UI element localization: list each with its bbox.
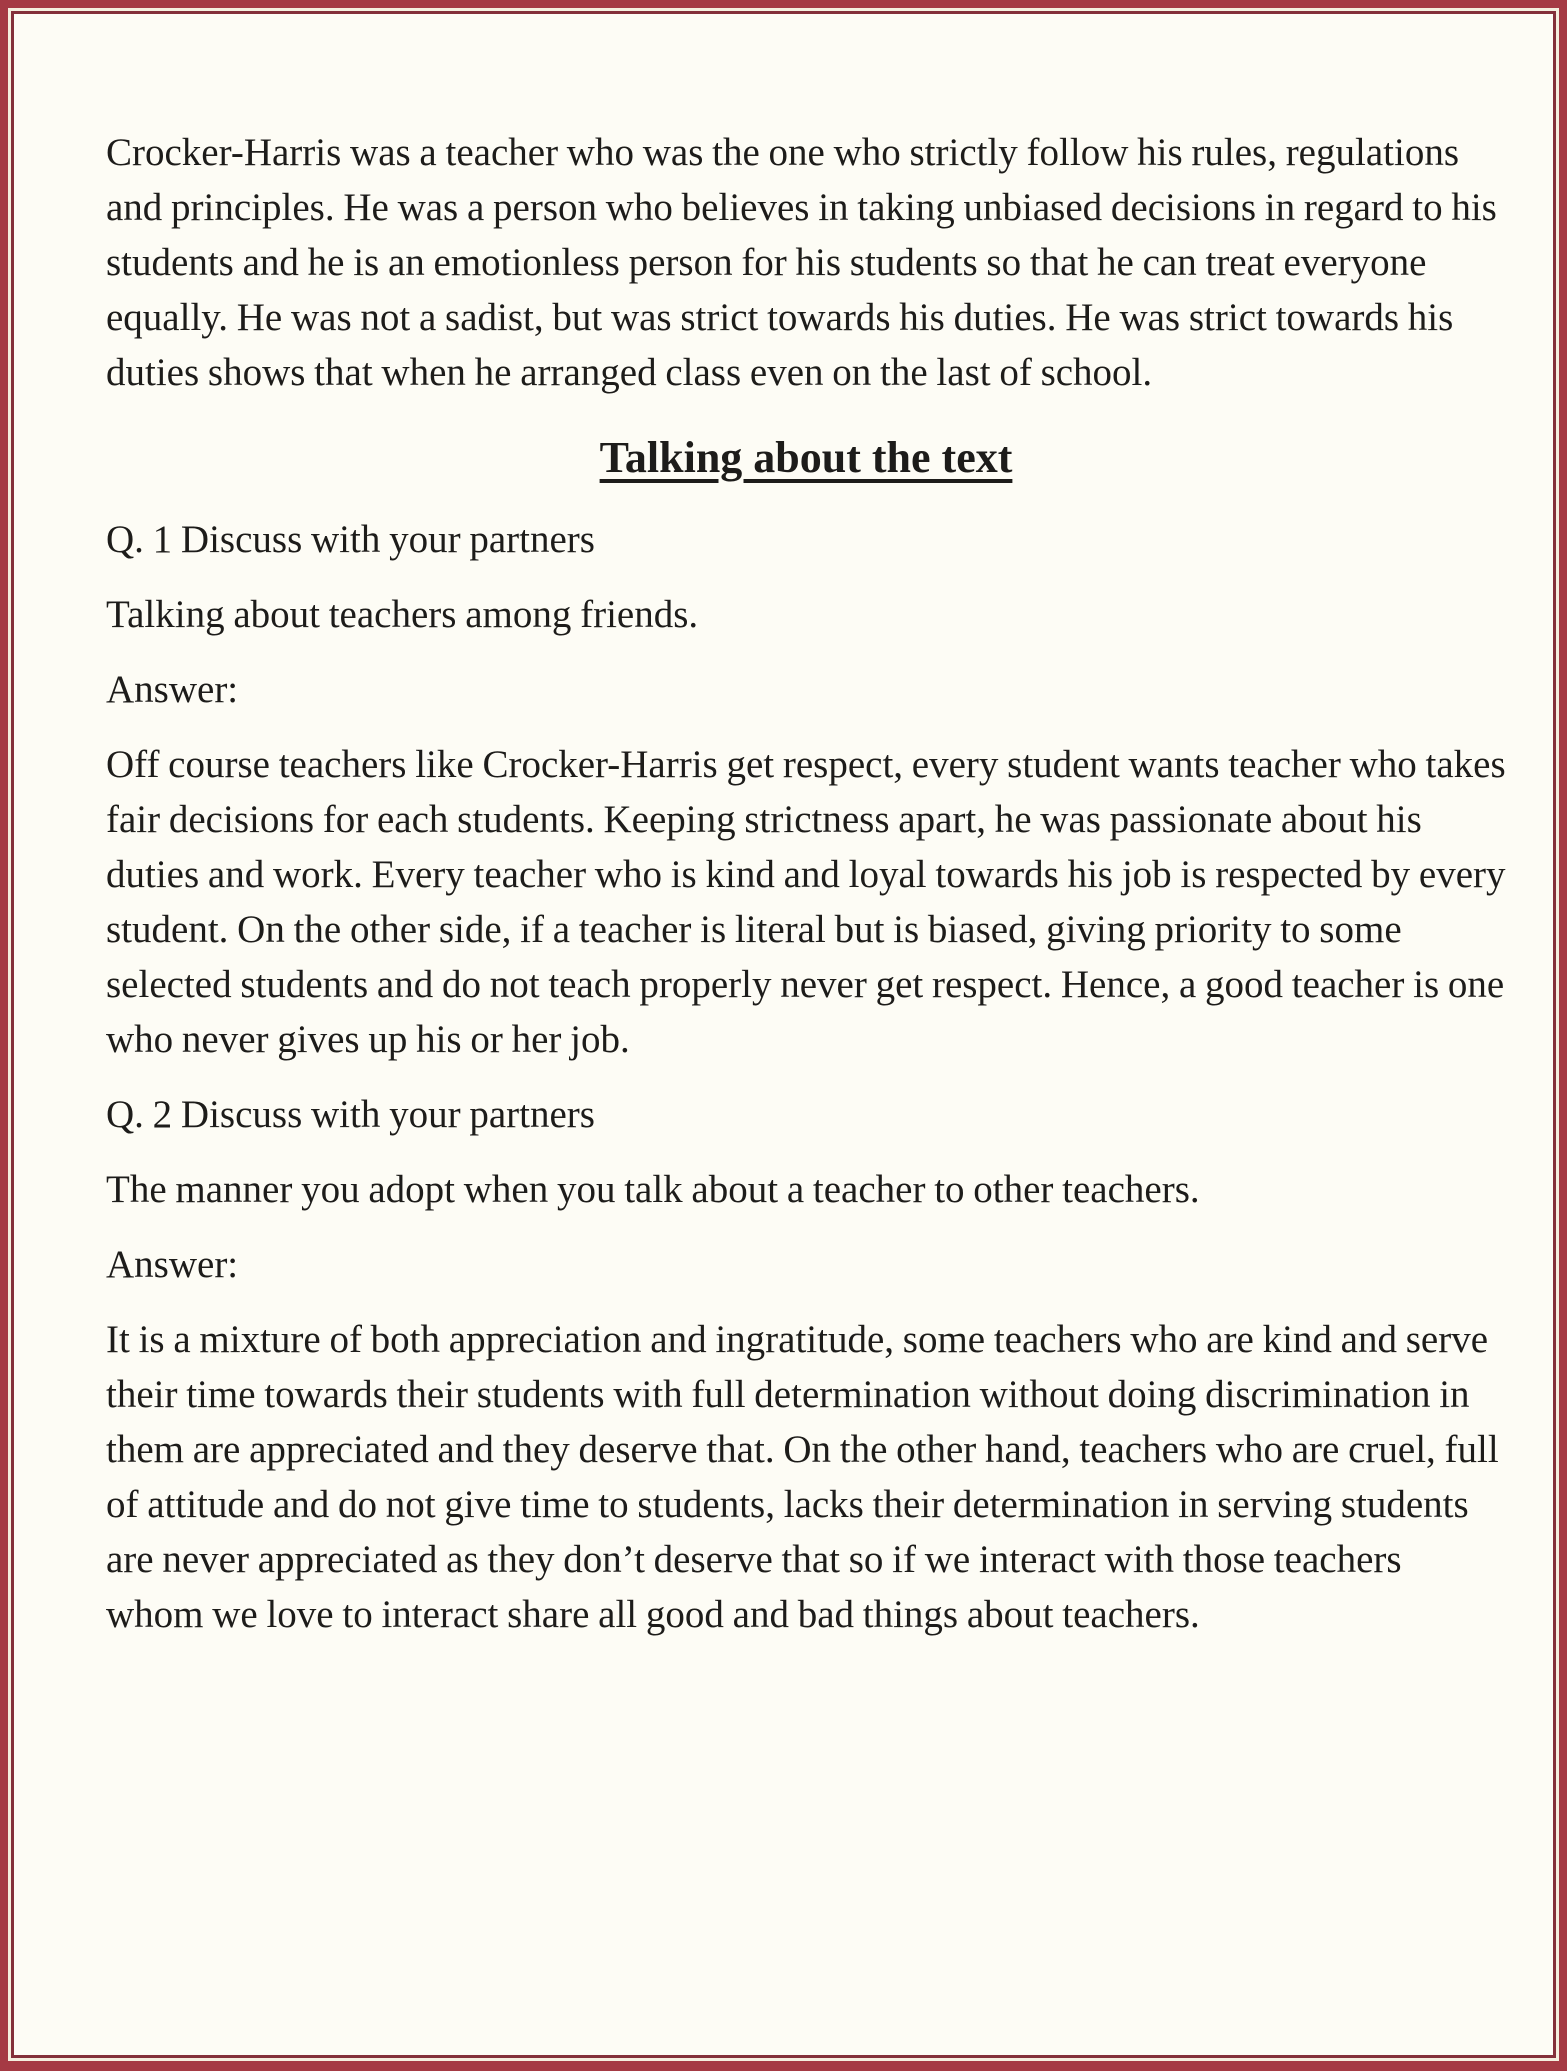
page-border-gap — [8, 8, 1559, 2061]
question-2-text: The manner you adopt when you talk about a teacher to other teachers. — [106, 1167, 1200, 1211]
answer-1-paragraph: Off course teachers like Crocker-Harris get respect, every student wants teacher who takes fair decisions for each students. Keeping strictness apart, he was passionate about his duties and work. Every teacher who is kind and loyal towards his job is respected by every student. On the other side, if a teacher is literal but is biased, giving priority to some selected students and do not teach properly never get respect. Hence, a good teacher is one who never gives up his or her job. — [106, 742, 1506, 1061]
answer-2-paragraph: It is a mixture of both appreciation and ingratitude, some teachers who are kind and serve their time towards their students with full determination without doing discrimination in them are appreciated and they deserve that. On the other hand, teachers who are cruel, full of attitude and do not give time to students, lacks their determination in serving students are never appreciated as they don’t deserve that so if we interact with those teachers whom we love to interact share all good and bad things about teachers. — [106, 1317, 1499, 1636]
section-heading: Talking about the text — [599, 432, 1013, 482]
question-2-label: Q. 2 Discuss with your partners — [106, 1092, 595, 1136]
document-page — [11, 11, 1556, 2058]
intro-paragraph: Crocker-Harris was a teacher who was the one who strictly follow his rules, regulations and principles. He was a person who believes in taking unbiased decisions in regard to his students and he is an emotionless person for his students so that he can treat everyone equally. He was not a sadist, but was strict towards his duties. He was strict towards his duties shows that when he arranged class even on the last of school. — [106, 131, 1497, 394]
question-1-label: Q. 1 Discuss with your partners — [106, 517, 595, 561]
answer-2-label: Answer: — [106, 1242, 239, 1286]
section-heading-row — [106, 427, 1506, 489]
question-1-text: Talking about teachers among friends. — [106, 592, 699, 636]
document-content — [14, 14, 1553, 1643]
answer-1-label: Answer: — [106, 667, 239, 711]
